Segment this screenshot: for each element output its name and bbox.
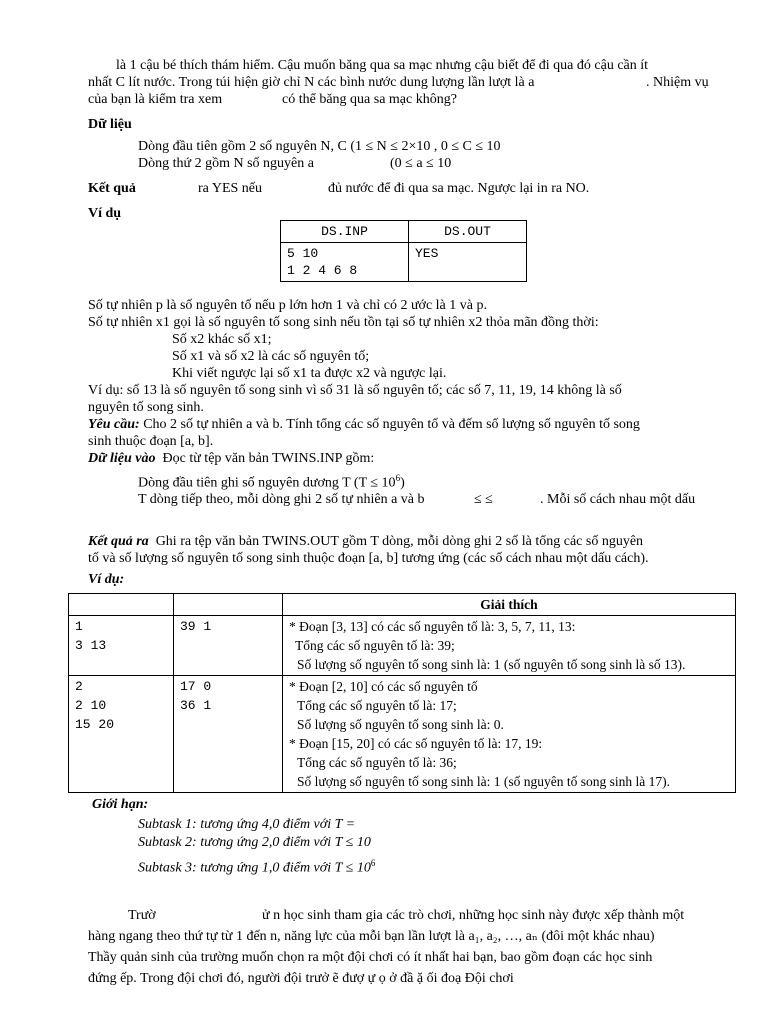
example-paragraph: [88, 382, 713, 416]
intro-line-2: nhất C lít nước. Trong túi hiện giờ chỉ N các bình nước dung lượng lần lượt là a: [88, 75, 535, 90]
input-line-2-end: . Mỗi số cách nhau một dấu: [540, 492, 696, 507]
table2-row2-input-line: 2: [75, 679, 83, 694]
input-line-2-inequality: ≤ ≤: [474, 492, 493, 507]
table1-header-inp: DS.INP: [281, 221, 409, 243]
table2-row2-explain-line: Tổng các số nguyên tố là: 36;: [297, 755, 457, 770]
example-line-2: nguyên tố song sinh.: [88, 400, 204, 415]
input-line-1: [138, 470, 405, 492]
result-text-2: đủ nước để đi qua sa mạc. Ngược lại in ra NO.: [328, 181, 590, 196]
output-paragraph: [88, 533, 713, 567]
table2-row2-input-line: 2 10: [75, 698, 107, 713]
intro-line-1: là 1 cậu bé thích thám hiểm. Cậu muốn băng qua sa mạc nhưng cậu biết để đi qua đó cậu cần ít: [116, 58, 649, 73]
table1-output-cell: [409, 243, 527, 282]
table2-row1-output-line: 39 1: [180, 619, 212, 634]
requirement-line-1: Cho 2 số tự nhiên a và b. Tính tổng các số nguyên tố và đếm số lượng số nguyên tố song: [139, 417, 640, 432]
output-line-2: tố và số lượng số nguyên tố song sinh thuộc đoạn [a, b] tương ứng (các số cách nhau một dấu cách).: [88, 551, 649, 566]
p3-line-1-end: ử n học sinh tham gia các trò chơi, những học sinh này được xếp thành một: [262, 908, 685, 923]
subtask-2: Subtask 2: tương ứng 2,0 điểm với T ≤ 10: [138, 835, 371, 850]
def-line-2: Số tự nhiên x1 gọi là số nguyên tố song sinh nếu tồn tại số tự nhiên x2 thỏa mãn đồng thời:: [88, 315, 599, 330]
data-heading: Dữ liệu: [88, 117, 132, 132]
result-text-1: ra YES nếu: [198, 181, 263, 196]
table1-input-cell: [281, 243, 409, 282]
table2-row2-output-line: 17 0: [180, 679, 212, 694]
table2-row1-explain-line: Số lượng số nguyên tố song sinh là: 1 (số nguyên tố song sinh là số 13).: [297, 657, 686, 672]
subtask-3-exponent: 6: [370, 858, 376, 868]
table2-row2-explain: [283, 676, 736, 793]
def-line-1: Số tự nhiên p là số nguyên tố nếu p lớn hơn 1 và chỉ có 2 ước là 1 và p.: [88, 298, 487, 313]
p3-line-4: đứng ếp. Trong đội chơi đó, người đội trưở ẽ đượ ự ọ ở đầ ặ ối đoạ Đội chơi: [88, 971, 514, 986]
table2-row1-input: [69, 616, 174, 676]
table2-row1-explain-line: * Đoạn [3, 13] có các số nguyên tố là: 3, 5, 7, 11, 13:: [289, 619, 576, 634]
condition-2: Số x1 và số x2 là các số nguyên tố;: [172, 349, 370, 364]
table2-row2-input: [69, 676, 174, 793]
input-label: Dữ liệu vào: [88, 451, 156, 466]
subtask-1: Subtask 1: tương ứng 4,0 điểm với T =: [138, 817, 356, 832]
output-label: Kết quả ra: [88, 534, 149, 549]
requirement-label: Yêu cầu:: [88, 417, 140, 432]
example-heading: Ví dụ: [88, 206, 122, 221]
table1-header-out: DS.OUT: [409, 221, 527, 243]
input-line-1-text: Dòng đầu tiên ghi số nguyên dương T (T ≤ 10: [138, 475, 396, 491]
input-line-1-exponent: 6: [395, 473, 401, 483]
p3-line-3: Thầy quản sinh của trường muốn chọn ra một đội chơi có ít nhất hai bạn, bao gồm đoạn các học sinh: [88, 950, 653, 965]
result-heading: Kết quả: [88, 181, 136, 196]
intro-line-2-end: . Nhiệm vụ: [646, 75, 709, 90]
table2-header-input: [69, 594, 174, 616]
table2-row2-explain-line: Tổng các số nguyên tố là: 17;: [297, 698, 457, 713]
table1-output-line: YES: [415, 246, 439, 261]
requirement-paragraph: [88, 416, 713, 450]
intro-line-3-end: có thể băng qua sa mạc không?: [282, 92, 457, 107]
intro-line-3: của bạn là kiểm tra xem: [88, 92, 223, 107]
p3-line-1-start: Trườ: [128, 908, 156, 923]
table1-input-line: 1 2 4 6 8: [287, 263, 358, 278]
example-line-1: Ví dụ: số 13 là số nguyên tố song sinh vì số 31 là số nguyên tố; các số 7, 11, 19, 14 không là số: [88, 383, 622, 398]
input-heading: [88, 451, 374, 467]
input-line-2: T dòng tiếp theo, mỗi dòng ghi 2 số tự nhiên a và b: [138, 492, 425, 507]
table2-row1-input-line: 1: [75, 619, 83, 634]
table2-header-output: [174, 594, 283, 616]
table2-row1-explain: [283, 616, 736, 676]
table2-row2-explain-line: Số lượng số nguyên tố song sinh là: 1 (số nguyên tố song sinh là 17).: [297, 774, 670, 789]
table2-header-explain: Giải thích: [283, 594, 736, 616]
table1-input-line: 5 10: [287, 246, 319, 261]
limits-label: Giới hạn:: [92, 797, 149, 812]
subtask-3-text: Subtask 3: tương ứng 1,0 điểm với T ≤ 10: [138, 860, 371, 876]
data-line-2-end: (0 ≤ a ≤ 10: [390, 156, 452, 171]
table2-row1-input-line: 3 13: [75, 638, 107, 653]
table2-row1-output: [174, 616, 283, 676]
table2-row2-explain-line: Số lượng số nguyên tố song sinh là: 0.: [297, 717, 504, 732]
output-line-1: Ghi ra tệp văn bản TWINS.OUT gồm T dòng, mỗi dòng ghi 2 số là tổng các số nguyên: [155, 534, 644, 549]
data-line-2: Dòng thứ 2 gồm N số nguyên a: [138, 156, 314, 171]
example-table-1: [280, 220, 527, 282]
subtask-3: [138, 855, 375, 877]
table2-row2-explain-line: * Đoạn [2, 10] có các số nguyên tố: [289, 679, 478, 694]
requirement-line-2: sinh thuộc đoạn [a, b].: [88, 434, 214, 449]
table2-row2-output-line: 36 1: [180, 698, 212, 713]
table2-row2-input-line: 15 20: [75, 717, 115, 732]
condition-3: Khi viết ngược lại số x1 ta được x2 và ngược lại.: [172, 366, 447, 381]
table2-row2-output: [174, 676, 283, 793]
table2-row1-explain-line: Tổng các số nguyên tố là: 39;: [295, 638, 455, 653]
input-line-1-end: ): [400, 475, 405, 491]
input-text: Đọc từ tệp văn bản TWINS.INP gồm:: [162, 451, 375, 466]
condition-1: Số x2 khác số x1;: [172, 332, 272, 347]
p3-line-2: hàng ngang theo thứ tự từ 1 đến n, năng lực của mỗi bạn lần lượt là a₁, a₂, …, aₙ (đôi một khác nhau): [88, 929, 655, 944]
table2-row2-explain-line: * Đoạn [15, 20] có các số nguyên tố là: 17, 19:: [289, 736, 543, 751]
example-label: Ví dụ:: [88, 572, 125, 587]
example-table-2: [68, 593, 736, 793]
data-line-1: Dòng đầu tiên gồm 2 số nguyên N, C (1 ≤ N ≤ 2×10 , 0 ≤ C ≤ 10: [138, 139, 501, 154]
